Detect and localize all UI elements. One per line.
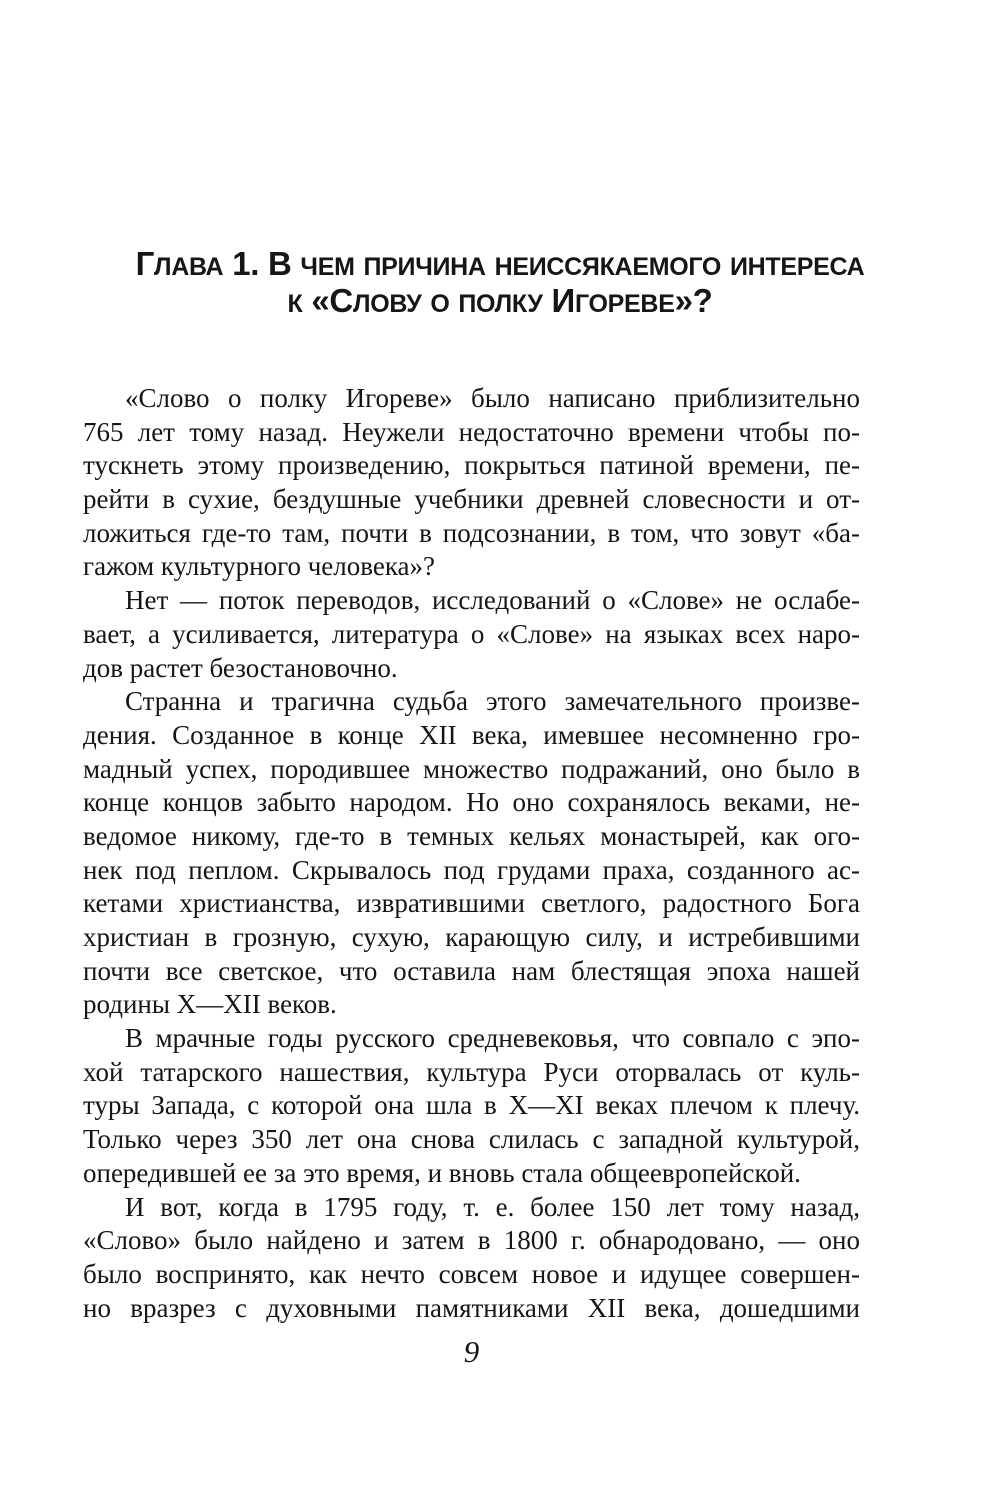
text-line: И вот, когда в 1795 году, т. е. более 150 лет тому назад,: [125, 1191, 860, 1222]
paragraph: [83, 1022, 860, 1190]
paragraph: [83, 584, 860, 685]
text-line: туры Запада, с которой она шла в X—XI веках плечом к плечу.: [83, 1090, 860, 1121]
paragraph: [83, 685, 860, 1022]
text-line: было воспринято, как нечто совсем новое и идущее совершен-: [83, 1258, 860, 1289]
text-line: Нет — поток переводов, исследований о «Слове» не ослабе-: [125, 585, 860, 616]
text-line: но вразрез с духовными памятниками XII века, дошедшими: [83, 1292, 860, 1323]
text-line: гажом культурного человека»?: [83, 551, 436, 582]
text-line: тускнеть этому произведению, покрыться патиной времени, пе-: [83, 450, 860, 481]
text-line: В мрачные годы русского средневековья, что совпало с эпо-: [125, 1023, 860, 1054]
body-text: [83, 382, 860, 1325]
text-line: хой татарского нашествия, культура Руси оторвалась от куль-: [83, 1056, 860, 1087]
text-line: кетами христианства, извратившими светлого, радостного Бога: [83, 888, 860, 919]
text-line: почти все светское, что оставила нам блестящая эпоха нашей: [83, 955, 860, 986]
paragraph: [83, 382, 860, 584]
text-line: родины X—XII веков.: [83, 989, 337, 1020]
text-line: Странна и трагична судьба этого замечательного произве-: [125, 686, 860, 717]
text-line: ведомое никому, где-то в темных кельях монастырей, как ого-: [83, 820, 860, 851]
text-line: конце концов забыто народом. Но оно сохранялось веками, не-: [83, 787, 860, 818]
text-line: «Слово» было найдено и затем в 1800 г. обнародовано, — оно: [83, 1225, 860, 1256]
text-line: вает, а усиливается, литература о «Слове» на языках всех наро-: [83, 618, 860, 649]
text-line: «Слово о полку Игореве» было написано приблизительно: [125, 383, 860, 413]
text-line: ложиться где-то там, почти в подсознании, в том, что зовут «ба-: [83, 517, 860, 548]
text-line: опередившей ее за это время, и вновь стала общеевропейской.: [83, 1157, 801, 1188]
text-line: дов растет безостановочно.: [83, 652, 398, 683]
text-line: христиан в грозную, сухую, карающую силу, и истребившими: [83, 922, 860, 952]
text-line: дения. Созданное в конце XII века, имевшее несомненно гро-: [83, 719, 860, 750]
chapter-heading: [0, 247, 1000, 321]
text-line: Только через 350 лет она снова слилась с западной культурой,: [83, 1124, 860, 1155]
text-line: мадный успех, породившее множество подражаний, оно было в: [83, 753, 860, 784]
text-line: нек под пеплом. Скрывалось под грудами праха, созданного ас-: [83, 854, 860, 885]
text-line: 765 лет тому назад. Неужели недостаточно времени чтобы по-: [83, 416, 860, 447]
paragraph: [83, 1191, 860, 1326]
chapter-heading-line-2: К «СЛОВУ О ПОЛКУ ИГОРЕВЕ»?: [287, 282, 713, 319]
page-number: 9: [463, 1334, 480, 1369]
chapter-heading-line-1: ГЛАВА 1. В ЧЕМ ПРИЧИНА НЕИССЯКАЕМОГО ИНТЕРЕСА: [135, 245, 865, 282]
text-line: рейти в сухие, бездушные учебники древней словесности и от-: [83, 484, 860, 515]
